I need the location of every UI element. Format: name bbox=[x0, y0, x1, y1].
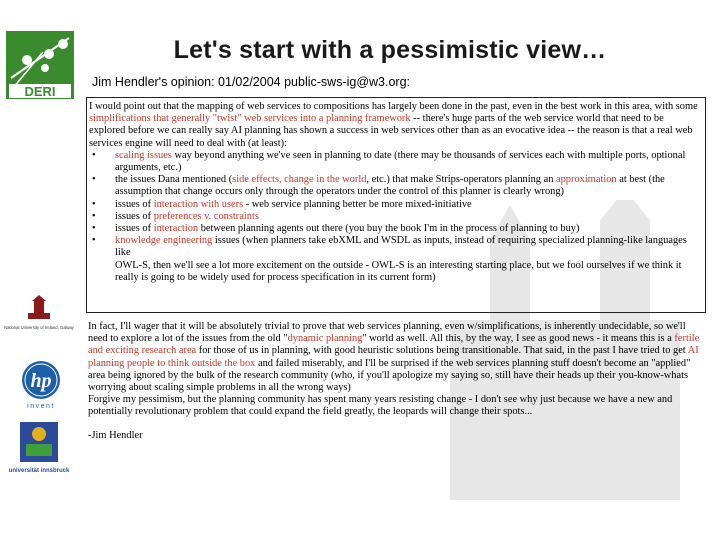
nui-galway-logo bbox=[4, 295, 74, 350]
followup-text bbox=[88, 321, 706, 442]
list-item: • issues of interaction between planning agents out there (you buy the book I'm in the process of planning to buy) bbox=[89, 223, 701, 235]
issue-list bbox=[89, 150, 701, 260]
signature: -Jim Hendler bbox=[88, 429, 143, 441]
innsbruck-text: universität innsbruck bbox=[8, 468, 70, 474]
list-item: • issues of preferences v. constraints bbox=[89, 211, 701, 223]
hp-tagline: invent bbox=[27, 403, 55, 410]
quote-intro: I would point out that the mapping of web services to compositions has largely been done in the past, even in the best work in this area, with some simplifications that generally "twist" web services into a planning framework -- there's huge parts of the web service world that need to be explored before we can really say AI planning has shown a success in web services other than as an evocative idea -- the reason is that a real web services engine will need to deal with (at least): bbox=[89, 101, 698, 149]
list-item: • the issues Dana mentioned (side effects, change in the world, etc.) that make Strips-operators planning an approximation at best (the assumption that change occurs only through the operators under the control of this planner is clearly wrong) bbox=[89, 174, 701, 198]
hp-logo bbox=[12, 360, 70, 415]
nui-galway-text: National University of Ireland, Galway bbox=[4, 325, 74, 330]
list-item: • issues of interaction with users - web service planning better be more mixed-initiative bbox=[89, 199, 701, 211]
list-item: • knowledge engineering issues (when planners take ebXML and WSDL as inputs, instead of requiring specialized planning-like languages like bbox=[89, 235, 701, 259]
page-subtitle: Jim Hendler's opinion: 01/02/2004 public-sws-ig@w3.org: bbox=[92, 75, 411, 89]
hp-logo-text: hp bbox=[30, 370, 52, 392]
followup-paragraph: In fact, I'll wager that it will be absolutely trivial to prove that web services planning, even w/simplifications, is inherently undecidable, so we'll need to explore a lot of the issues from the old "dynamic planning" world as well. All this, by the way, I see as good news - it means this is a fertile and exciting research area for those of us in planning, with good heuristic solutions being transitionable. That said, in the past I have tried to get AI planning people to think outside the box and failed miserably, and I'll be surprised if the web services planning stuff doesn't become an "applied" area being ignored by the bulk of the research community (who, if you'll apologize my saying so, still have their heads up their you-know-whats worrying about scaling simple problems in all the wrong ways) bbox=[88, 321, 700, 394]
deri-logo-text: DERI bbox=[24, 84, 56, 99]
pessimism-paragraph: Forgive my pessimism, but the planning community has spent many years resisting change - I don't see why just because we have a new and potentially revolutionary problem that could expand the field greatly, the leopards will change their spots... bbox=[88, 394, 673, 418]
list-item: • scaling issues way beyond anything we've seen in planning to date (there may be thousands of services each with multiple ports, optional arguments, etc.) bbox=[89, 150, 701, 174]
highlight-simplifications: simplifications that generally "twist" web services into a planning framework bbox=[89, 113, 411, 125]
deri-logo bbox=[5, 30, 75, 100]
innsbruck-logo bbox=[8, 420, 70, 495]
owl-s-note: OWL-S, then we'll see a lot more excitement on the outside - OWL-S is an interesting starting place, but we fool ourselves if we think it really is going to be widely used for process specification in its current form) bbox=[115, 259, 682, 283]
page-title: Let's start with a pessimistic view… bbox=[173, 36, 607, 64]
email-quote-box bbox=[86, 97, 706, 313]
